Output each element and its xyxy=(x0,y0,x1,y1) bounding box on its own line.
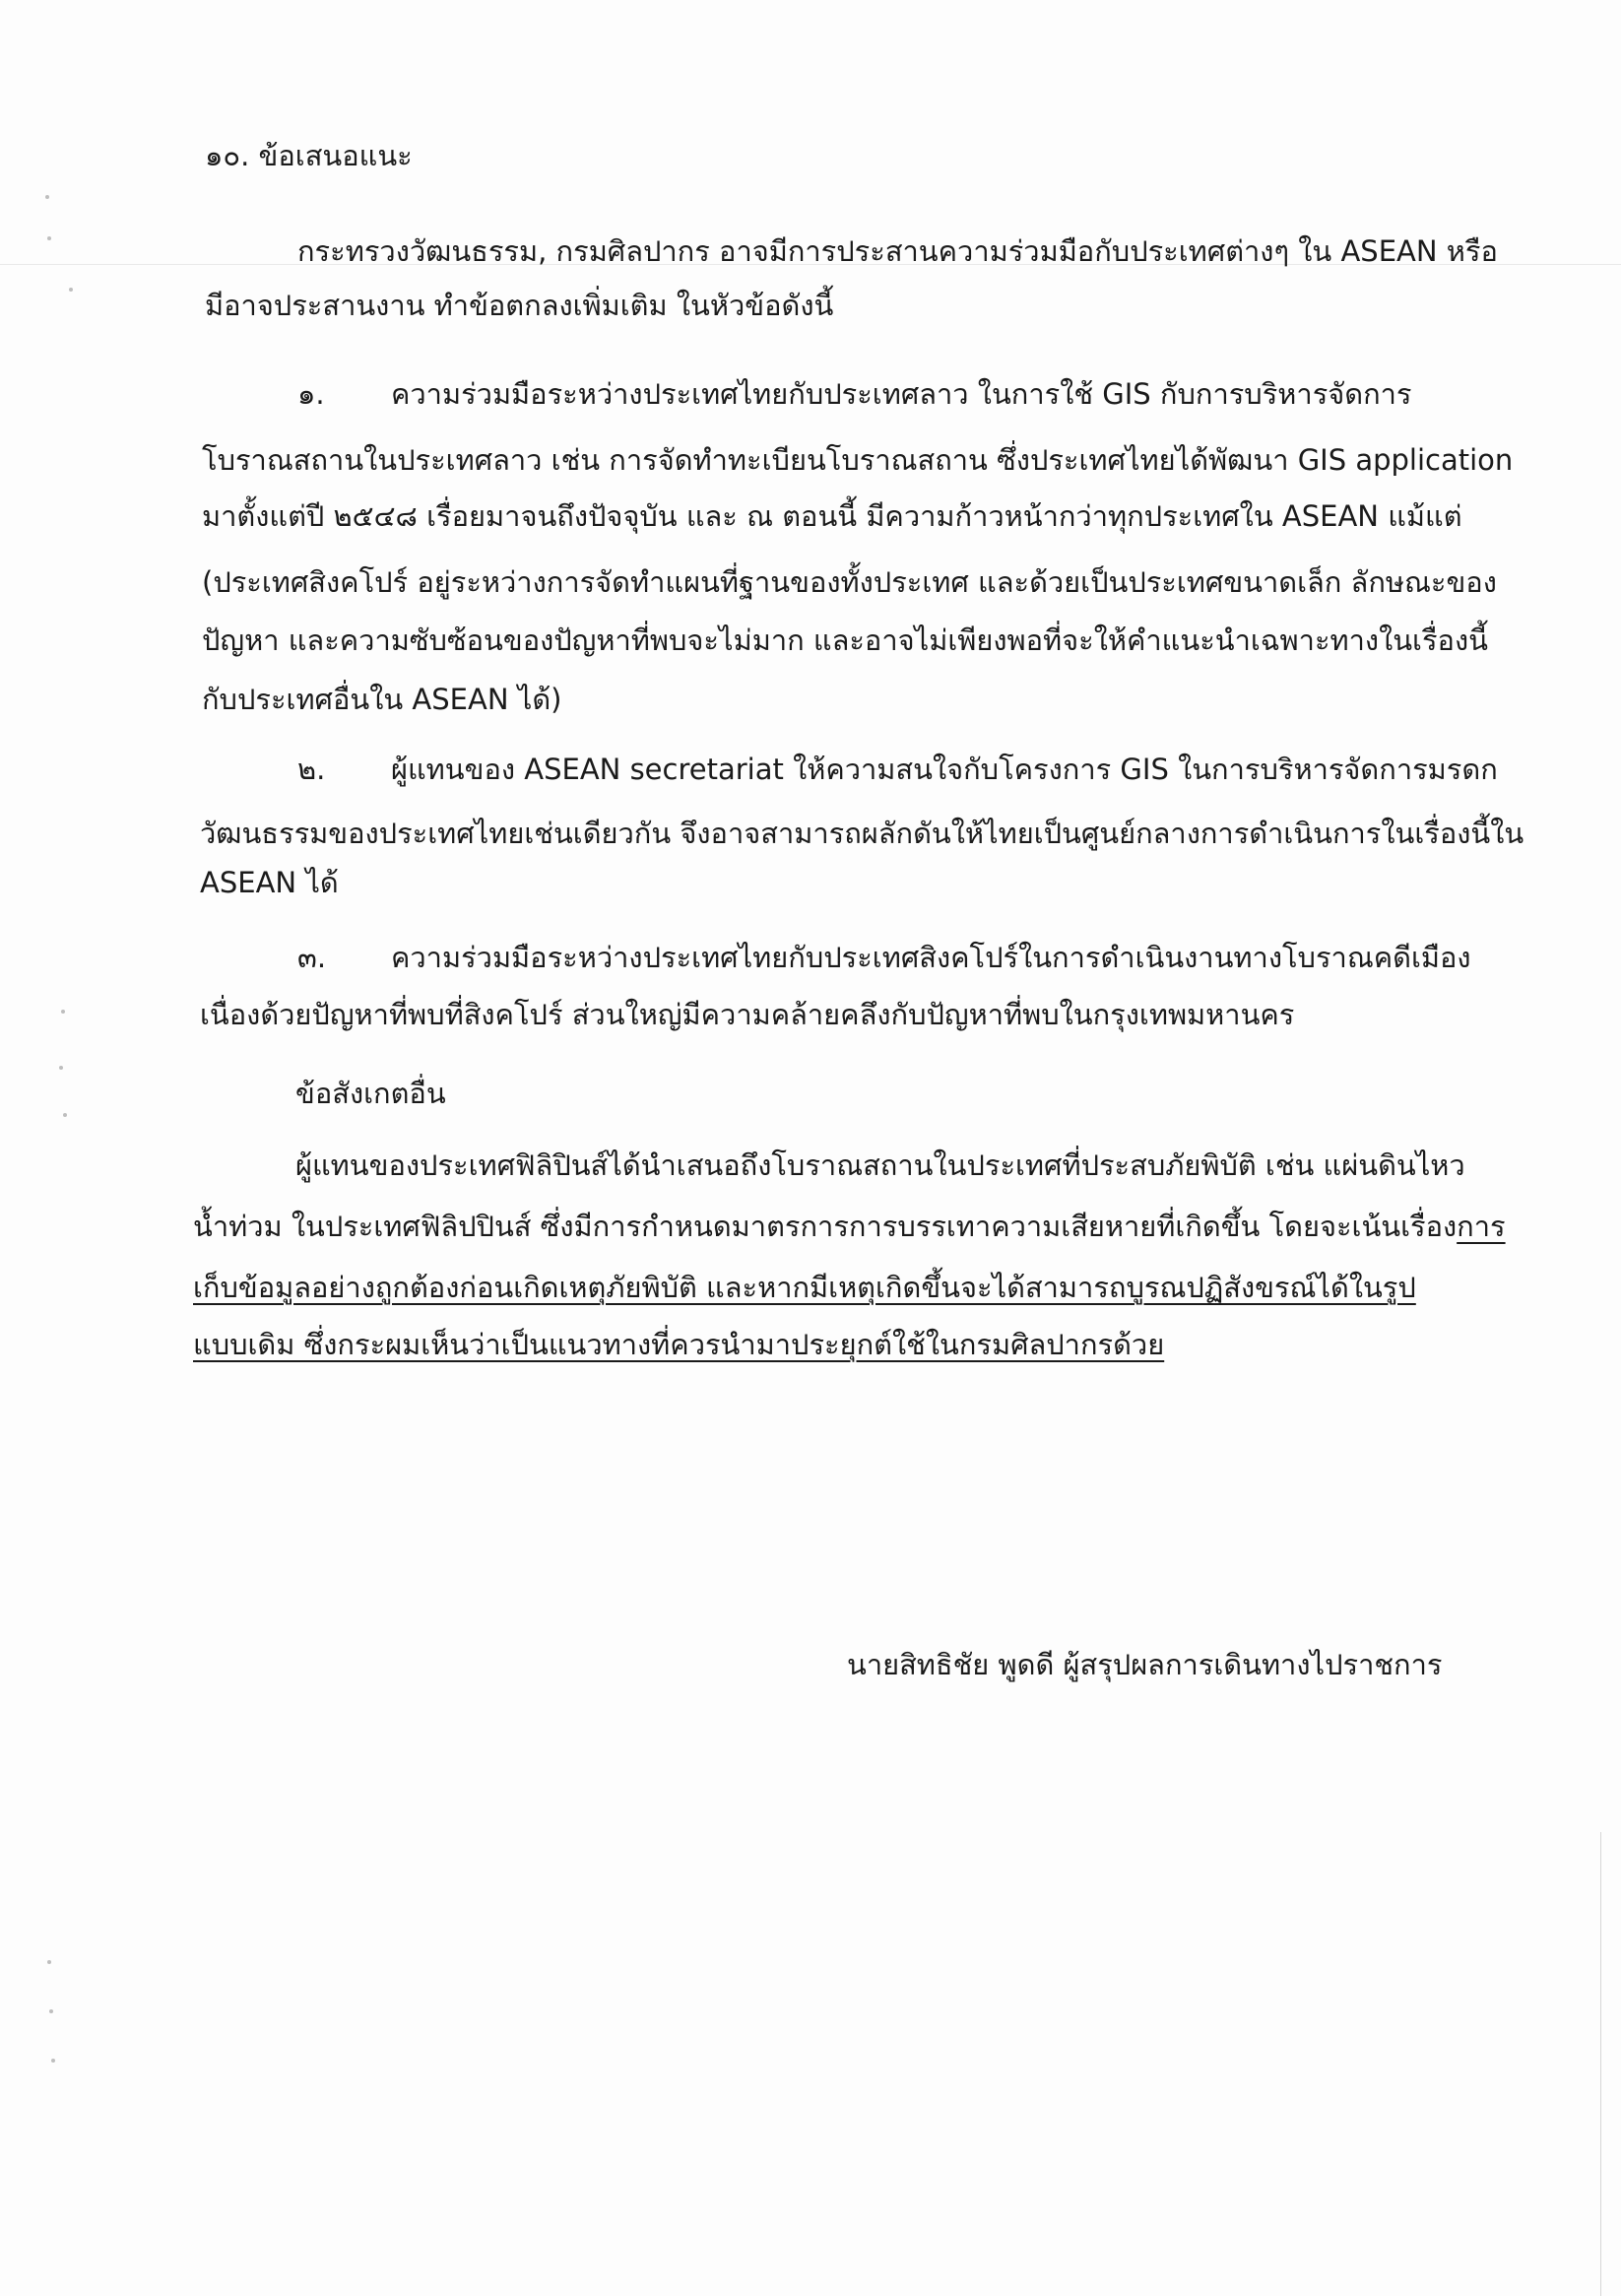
section-heading: ๑๐. ข้อเสนอแนะ xyxy=(205,139,413,172)
scan-speck xyxy=(63,1113,67,1117)
item-1-line: มาตั้งแต่ปี ๒๕๔๘ เรื่อยมาจนถึงปัจจุบัน และ ณ ตอนนี้ มีความก้าวหน้ากว่าทุกประเทศใน ASEAN แม้แต่ xyxy=(202,499,1462,533)
item-1-text: ความร่วมมือระหว่างประเทศไทยกับประเทศลาว ในการใช้ GIS กับการบริหารจัดการ xyxy=(391,377,1412,411)
scan-speck xyxy=(59,1066,63,1070)
intro-line-2: มีอาจประสานงาน ทำข้อตกลงเพิ่มเติม ในหัวข้อดังนี้ xyxy=(205,289,834,322)
scan-speck xyxy=(51,2059,55,2063)
item-3-first-line xyxy=(297,938,1471,977)
item-1-line: โบราณสถานในประเทศลาว เช่น การจัดทำทะเบียนโบราณสถาน ซึ่งประเทศไทยได้พัฒนา GIS application xyxy=(202,443,1514,477)
scan-speck xyxy=(69,288,73,292)
scan-speck xyxy=(47,1960,51,1964)
observations-line-2-text: น้ำท่วม ในประเทศฟิลิปปินส์ ซึ่งมีการกำหนดมาตรการการบรรเทาความเสียหายที่เกิดขึ้น โดยจะเน้นเรื่อง xyxy=(193,1210,1458,1243)
scan-speck xyxy=(61,1010,65,1014)
item-2-number: ๒. xyxy=(297,753,326,786)
scan-speck xyxy=(49,2009,53,2013)
item-2-line: ASEAN ได้ xyxy=(200,866,339,899)
observations-title: ข้อสังเกตอื่น xyxy=(295,1077,446,1110)
item-2-line: วัฒนธรรมของประเทศไทยเช่นเดียวกัน จึงอาจสามารถผลักดันให้ไทยเป็นศูนย์กลางการดำเนินการในเรื่องนี้ใน xyxy=(200,817,1524,850)
item-1-line: ปัญหา และความซับซ้อนของปัญหาที่พบจะไม่มาก และอาจไม่เพียงพอที่จะให้คำแนะนำเฉพาะทางในเรื่องนี้ xyxy=(202,623,1488,657)
item-2-first-line xyxy=(297,750,1498,789)
scan-speck xyxy=(45,195,49,199)
item-1-number: ๑. xyxy=(297,377,325,411)
item-3-text: ความร่วมมือระหว่างประเทศไทยกับประเทศสิงคโปร์ในการดำเนินงานทางโบราณคดีเมือง xyxy=(391,941,1471,974)
item-3-number: ๓. xyxy=(297,941,327,974)
item-1-line: กับประเทศอื่นใน ASEAN ได้) xyxy=(202,683,562,716)
item-1-line: (ประเทศสิงคโปร์ อยู่ระหว่างการจัดทำแผนที่ฐานของทั้งประเทศ และด้วยเป็นประเทศขนาดเล็ก ลักษณะของ xyxy=(202,565,1497,599)
scan-artifact-edge xyxy=(1600,1832,1601,2296)
item-1-first-line xyxy=(297,374,1412,414)
observations-line-1: ผู้แทนของประเทศฟิลิปินส์ได้นำเสนอถึงโบราณสถานในประเทศที่ประสบภัยพิบัติ เช่น แผ่นดินไหว xyxy=(295,1148,1465,1182)
item-2-text: ผู้แทนของ ASEAN secretariat ให้ความสนใจกับโครงการ GIS ในการบริหารจัดการมรดก xyxy=(391,753,1498,786)
scan-speck xyxy=(47,236,51,240)
signature-line: นายสิทธิชัย พูดดี ผู้สรุปผลการเดินทางไปราชการ xyxy=(847,1648,1443,1681)
intro-line-1: กระทรวงวัฒนธรรม, กรมศิลปากร อาจมีการประสานความร่วมมือกับประเทศต่างๆ ใน ASEAN หรือ xyxy=(297,234,1498,268)
observations-line-3: เก็บข้อมูลอย่างถูกต้องก่อนเกิดเหตุภัยพิบัติ และหากมีเหตุเกิดขึ้นจะได้สามารถบูรณปฏิสังขรณ์ได้ในรูป xyxy=(193,1271,1416,1304)
observations-line-4: แบบเดิม ซึ่งกระผมเห็นว่าเป็นแนวทางที่ควรนำมาประยุกต์ใช้ในกรมศิลปากรด้วย xyxy=(193,1328,1165,1361)
observations-line-2-underlined: การ xyxy=(1457,1210,1506,1243)
observations-line-2 xyxy=(193,1207,1506,1246)
item-3-line: เนื่องด้วยปัญหาที่พบที่สิงคโปร์ ส่วนใหญ่มีความคล้ายคลึงกับปัญหาที่พบในกรุงเทพมหานคร xyxy=(200,998,1295,1031)
